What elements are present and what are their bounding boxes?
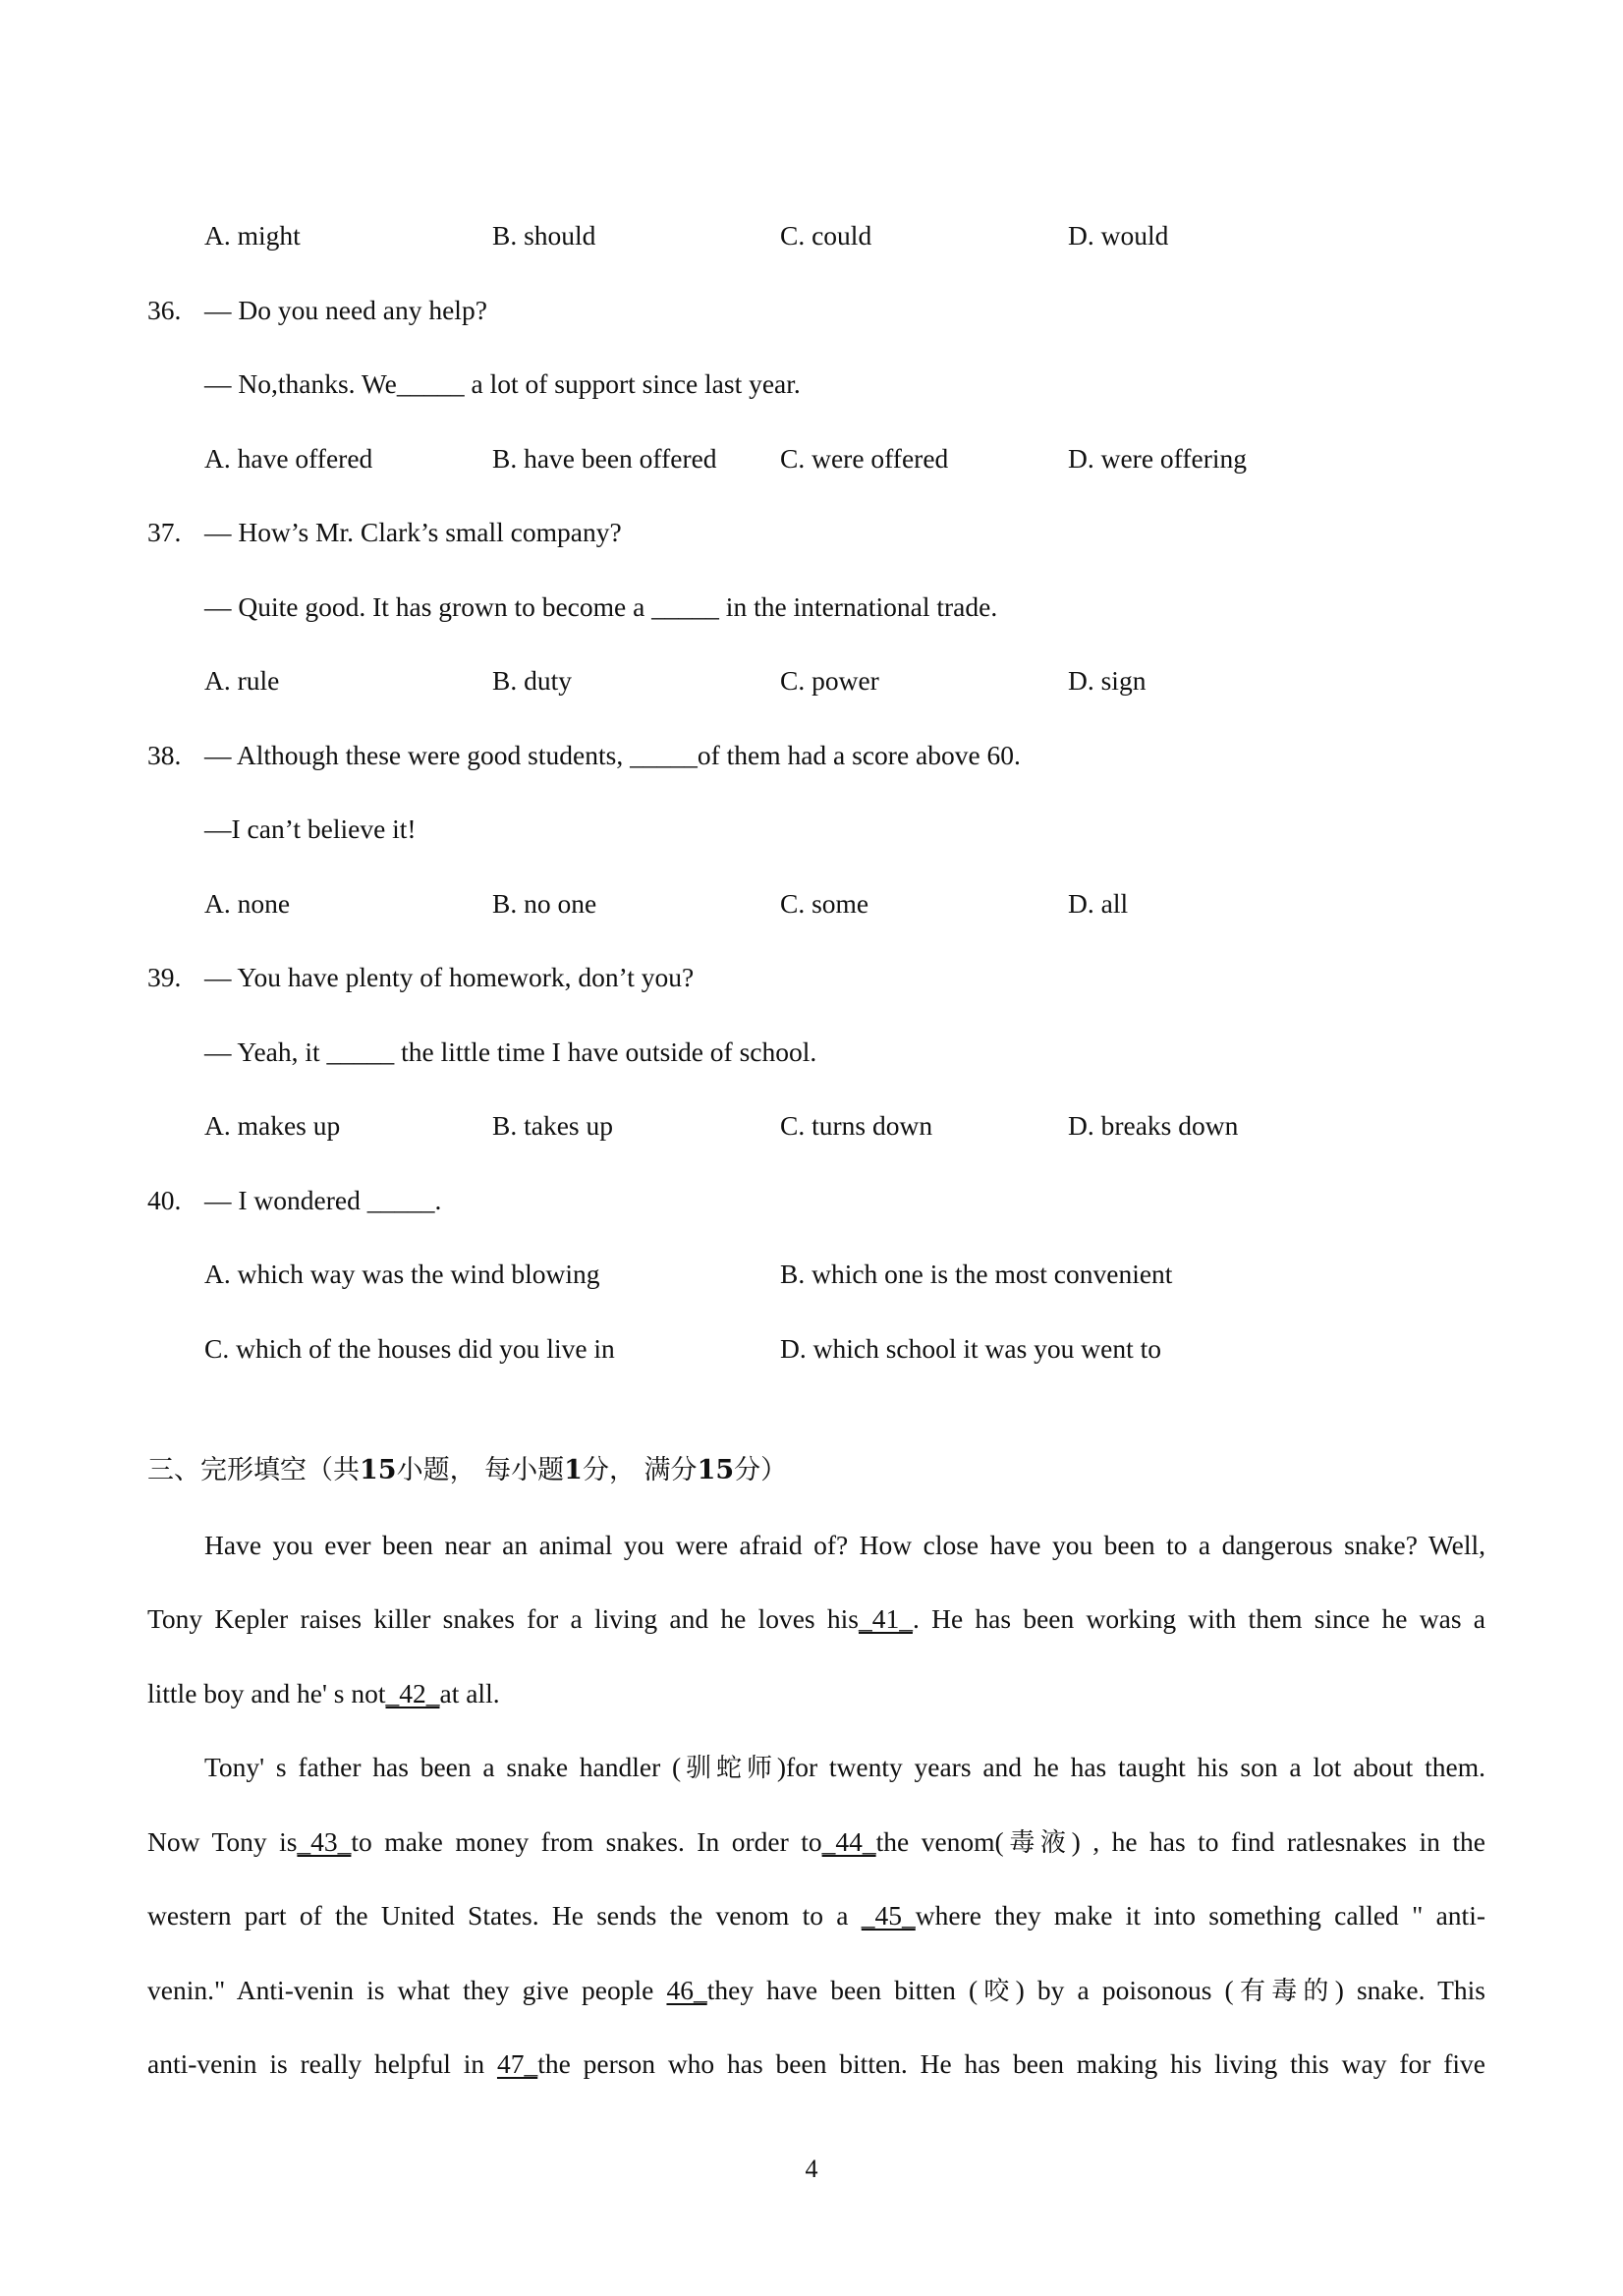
q37-option-c: C. power bbox=[780, 665, 879, 696]
question-number: 36. bbox=[147, 295, 182, 325]
q36-option-a: A. have offered bbox=[204, 443, 373, 474]
question-number: 38. bbox=[147, 740, 182, 770]
question-line: — Yeah, it _____ the little time I have outside of school. bbox=[204, 1036, 817, 1067]
q39-option-a: A. makes up bbox=[204, 1110, 341, 1141]
passage-line: western part of the United States. He sends the venom to a _45_where they make it into something called " anti- bbox=[147, 1900, 1485, 1931]
passage-line: Now Tony is_43_to make money from snakes. In order to_44_the venom(毒液) , he has to find ratlesnakes in the bbox=[147, 1826, 1485, 1858]
q37-option-b: B. duty bbox=[492, 665, 572, 696]
question-line: — I wondered _____. bbox=[204, 1185, 442, 1215]
blank-44: _44_ bbox=[821, 1826, 876, 1857]
question-line: — No,thanks. We_____ a lot of support since last year. bbox=[204, 368, 801, 399]
passage-line: venin." Anti-venin is what they give people 46_they have been bitten (咬) by a poisonous (有毒的) snake. This bbox=[147, 1975, 1485, 2006]
q38-option-d: D. all bbox=[1068, 888, 1129, 919]
q39-option-c: C. turns down bbox=[780, 1110, 933, 1141]
q40-option-a: A. which way was the wind blowing bbox=[204, 1259, 600, 1289]
passage-line: Tony Kepler raises killer snakes for a living and he loves his_41_. He has been working with them since he was a bbox=[147, 1603, 1485, 1634]
q40-option-b: B. which one is the most convenient bbox=[780, 1259, 1173, 1289]
q38-option-a: A. none bbox=[204, 888, 291, 919]
question-line: — Do you need any help? bbox=[204, 295, 487, 325]
question-line: — You have plenty of homework, don’t you? bbox=[204, 962, 695, 992]
section-heading: 三、完形填空（共15小题， 每小题1分， 满分15分） bbox=[147, 1455, 788, 1485]
q40-option-d: D. which school it was you went to bbox=[780, 1333, 1162, 1364]
blank-43: _43_ bbox=[297, 1826, 352, 1857]
question-line: — How’s Mr. Clark’s small company? bbox=[204, 517, 622, 547]
q36-option-d: D. were offering bbox=[1068, 443, 1247, 474]
q39-option-b: B. takes up bbox=[492, 1110, 613, 1141]
passage-line: little boy and he' s not_42_at all. bbox=[147, 1678, 500, 1708]
q37-option-d: D. sign bbox=[1068, 665, 1147, 696]
passage-line: Tony' s father has been a snake handler (驯蛇师)for twenty years and he has taught his son a lot about them. bbox=[204, 1752, 1485, 1783]
blank-42: _42_ bbox=[385, 1678, 440, 1708]
question-number: 37. bbox=[147, 517, 182, 547]
q35-option-b: B. should bbox=[492, 220, 596, 251]
q38-option-c: C. some bbox=[780, 888, 869, 919]
question-line: —I can’t believe it! bbox=[204, 813, 417, 844]
blank-47: 47_ bbox=[496, 2048, 538, 2079]
q35-option-d: D. would bbox=[1068, 220, 1169, 251]
question-number: 40. bbox=[147, 1185, 182, 1215]
q40-option-c: C. which of the houses did you live in bbox=[204, 1333, 615, 1364]
blank-41: _41_ bbox=[858, 1603, 913, 1634]
q36-option-c: C. were offered bbox=[780, 443, 949, 474]
q36-option-b: B. have been offered bbox=[492, 443, 717, 474]
q39-option-d: D. breaks down bbox=[1068, 1110, 1239, 1141]
q38-option-b: B. no one bbox=[492, 888, 597, 919]
question-number: 39. bbox=[147, 962, 182, 992]
blank-45: _45_ bbox=[861, 1900, 916, 1931]
q37-option-a: A. rule bbox=[204, 665, 280, 696]
passage-line: Have you ever been near an animal you were afraid of? How close have you been to a dangerous snake? Well, bbox=[204, 1530, 1485, 1560]
blank-46: 46_ bbox=[666, 1975, 707, 2005]
question-line: — Although these were good students, _____of them had a score above 60. bbox=[204, 740, 1021, 770]
page-number: 4 bbox=[805, 2155, 818, 2183]
q35-option-a: A. might bbox=[204, 220, 301, 251]
q35-option-c: C. could bbox=[780, 220, 872, 251]
question-line: — Quite good. It has grown to become a _____ in the international trade. bbox=[204, 591, 998, 622]
passage-line: anti-venin is really helpful in 47_the person who has been bitten. He has been making his living this way for five bbox=[147, 2048, 1486, 2079]
